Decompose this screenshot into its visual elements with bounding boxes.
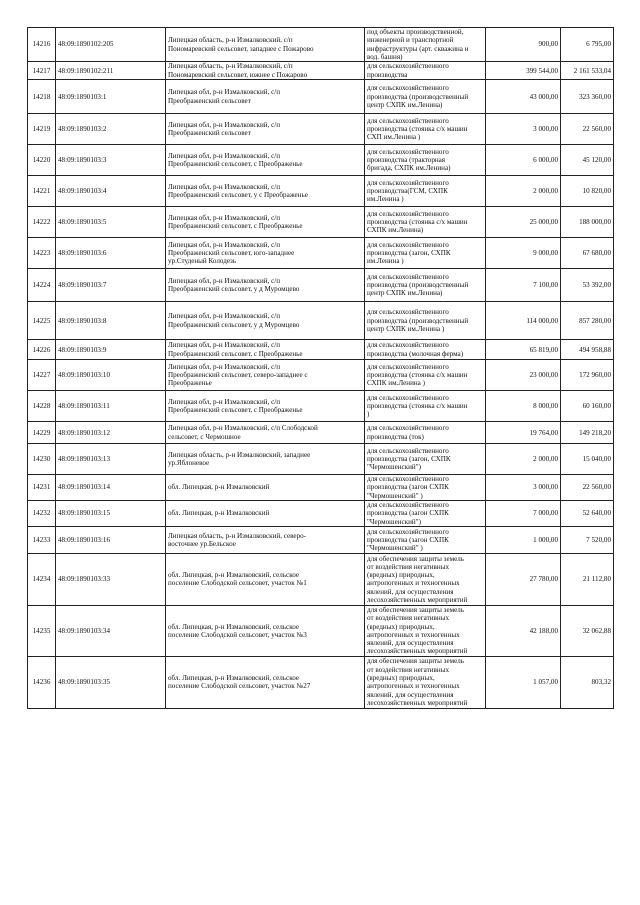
address-cell: Липецкая обл, р-н Измалковский, с/п Преображенский сельсовет, у с Преображенье: [166, 176, 365, 207]
permitted-use-cell: для сельскохозяйственного производства (загон СХПК "Чермошенский"): [365, 501, 486, 527]
cadastral-value-cell: 494 958,88: [561, 340, 614, 360]
cadastral-value-cell: 15 040,00: [561, 444, 614, 475]
area-cell: 8 000,00: [486, 391, 561, 422]
table-row: [28, 207, 614, 238]
cadastral-number-cell: 48:09:1890103:9: [56, 340, 166, 360]
address-cell: обл. Липецкая, р-н Измалковский, сельское поселение Слободской сельсовет, участок №3: [166, 605, 365, 656]
permitted-use-cell: под объекты производственной, инженерной и транспортной инфраструктуры (арт. скважина и вод. башня): [365, 28, 486, 62]
table-row: [28, 422, 614, 444]
table-row: [28, 176, 614, 207]
address-cell: Липецкая обл, р-н Измалковский, с/п Преображенский сельсовет, с Преображенье: [166, 145, 365, 176]
address-cell: Липецкая обл, р-н Измалковский, с/п Преображенский сельсовет, с Преображенье: [166, 340, 365, 360]
cadastral-value-cell: 21 112,80: [561, 553, 614, 605]
permitted-use-cell: для сельскохозяйственного производства (стоянка с/х машин СХП им.Ленина ): [365, 114, 486, 145]
cadastral-number-cell: 48:09:1890103:12: [56, 422, 166, 444]
area-cell: 25 000,00: [486, 207, 561, 238]
cadastral-number-cell: 48:09:1890103:3: [56, 145, 166, 176]
cadastral-value-cell: 323 360,00: [561, 80, 614, 114]
address-cell: обл. Липецкая, р-н Измалковский, сельское поселение Слободской сельсовет, участок №1: [166, 553, 365, 605]
cadastral-number-cell: 48:09:1890103:5: [56, 207, 166, 238]
address-cell: Липецкая область, р-н Измалковский, северо- восточнее ур.Бельское: [166, 526, 365, 553]
cadastral-value-cell: 45 120,00: [561, 145, 614, 176]
permitted-use-cell: для сельскохозяйственного производства (тракторная бригада, СХПК им.Ленина): [365, 145, 486, 176]
cadastral-value-cell: 53 392,00: [561, 269, 614, 302]
table-row: [28, 114, 614, 145]
cadastral-number-cell: 48:09:1890103:11: [56, 391, 166, 422]
area-cell: 399 544,00: [486, 62, 561, 80]
cadastral-number-cell: 48:09:1890103:14: [56, 475, 166, 501]
row-number-cell: 14230: [28, 444, 56, 475]
address-cell: Липецкая обл, р-н Измалковский, с/п Преображенский сельсовет: [166, 80, 365, 114]
row-number-cell: 14229: [28, 422, 56, 444]
address-cell: Липецкая обл, р-н Измалковский, с/п Слободской сельсовет, с Чермошное: [166, 422, 365, 444]
permitted-use-cell: для сельскохозяйственного производства (загон СХПК "Чермошенский" ): [365, 526, 486, 553]
table-row: [28, 145, 614, 176]
table-row: [28, 444, 614, 475]
permitted-use-cell: для сельскохозяйственного производства(ГСМ, СХПК им.Ленина ): [365, 176, 486, 207]
row-number-cell: 14234: [28, 553, 56, 605]
cadastral-value-cell: 10 820,00: [561, 176, 614, 207]
table-row: [28, 360, 614, 391]
permitted-use-cell: для сельскохозяйственного производства (загон СХПК "Чермошенский" ): [365, 475, 486, 501]
cadastral-number-cell: 48:09:1890103:33: [56, 553, 166, 605]
table-row: [28, 62, 614, 80]
row-number-cell: 14220: [28, 145, 56, 176]
address-cell: Липецкая область, р-н Измалковский, с/п Пономаревский сельсовет, западнее с Пожарово: [166, 28, 365, 62]
table-row: [28, 553, 614, 605]
area-cell: 23 000,00: [486, 360, 561, 391]
address-cell: Липецкая обл, р-н Измалковский, с/п Преображенский сельсовет, северо-западнее с Преображенье: [166, 360, 365, 391]
cadastral-value-cell: 67 680,00: [561, 238, 614, 269]
address-cell: Липецкая обл, р-н Измалковский, с/п Преображенский сельсовет, у д Муромцево: [166, 269, 365, 302]
area-cell: 7 000,00: [486, 501, 561, 527]
area-cell: 2 000,00: [486, 176, 561, 207]
permitted-use-cell: для сельскохозяйственного производства (производственный центр СХПК им.Ленина): [365, 269, 486, 302]
cadastral-number-cell: 48:09:1890102:205: [56, 28, 166, 62]
cadastral-value-cell: 22 560,00: [561, 114, 614, 145]
permitted-use-cell: для сельскохозяйственного производства (загон, СХПК им.Ленина ): [365, 238, 486, 269]
table-body: [28, 28, 614, 709]
cadastral-value-cell: 172 960,00: [561, 360, 614, 391]
area-cell: 114 000,00: [486, 302, 561, 340]
cadastral-value-cell: 803,32: [561, 656, 614, 708]
cadastral-number-cell: 48:09:1890102:211: [56, 62, 166, 80]
row-number-cell: 14221: [28, 176, 56, 207]
area-cell: 1 000,00: [486, 526, 561, 553]
permitted-use-cell: для сельскохозяйственного производства (стоянка с/х машин ): [365, 391, 486, 422]
permitted-use-cell: для сельскохозяйственного производства (ток): [365, 422, 486, 444]
address-cell: обл. Липецкая, р-н Измалковский: [166, 475, 365, 501]
cadastral-number-cell: 48:09:1890103:2: [56, 114, 166, 145]
cadastral-number-cell: 48:09:1890103:35: [56, 656, 166, 708]
row-number-cell: 14227: [28, 360, 56, 391]
permitted-use-cell: для обеспечения защиты земель от воздействия негативных (вредных) природных, антропогенных и техногенных явлений, для осуществления лесохозяйственных мероприятий: [365, 656, 486, 708]
cadastral-number-cell: 48:09:1890103:1: [56, 80, 166, 114]
table-row: [28, 340, 614, 360]
area-cell: 27 780,00: [486, 553, 561, 605]
row-number-cell: 14219: [28, 114, 56, 145]
table-row: [28, 80, 614, 114]
row-number-cell: 14236: [28, 656, 56, 708]
cadastral-value-cell: 149 218,20: [561, 422, 614, 444]
permitted-use-cell: для сельскохозяйственного производства (загон, СХПК "Чермошенский"): [365, 444, 486, 475]
cadastral-value-cell: 32 062,88: [561, 605, 614, 656]
row-number-cell: 14224: [28, 269, 56, 302]
cadastral-number-cell: 48:09:1890103:6: [56, 238, 166, 269]
area-cell: 42 188,00: [486, 605, 561, 656]
row-number-cell: 14223: [28, 238, 56, 269]
table-row: [28, 302, 614, 340]
permitted-use-cell: для сельскохозяйственного производства (молочная ферма): [365, 340, 486, 360]
area-cell: 3 000,00: [486, 475, 561, 501]
row-number-cell: 14216: [28, 28, 56, 62]
table-row: [28, 656, 614, 708]
area-cell: 1 057,00: [486, 656, 561, 708]
table-row: [28, 605, 614, 656]
row-number-cell: 14218: [28, 80, 56, 114]
address-cell: Липецкая обл, р-н Измалковский, с/п Преображенский сельсовет, с Преображенье: [166, 391, 365, 422]
address-cell: Липецкая область, р-н Измалковский, с/п Пономаревский сельсовет, южнее с Пожарово: [166, 62, 365, 80]
table-row: [28, 475, 614, 501]
table-row: [28, 391, 614, 422]
address-cell: Липецкая обл, р-н Измалковский, с/п Преображенский сельсовет: [166, 114, 365, 145]
cadastral-number-cell: 48:09:1890103:34: [56, 605, 166, 656]
cadastral-value-cell: 52 640,00: [561, 501, 614, 527]
permitted-use-cell: для сельскохозяйственного производства (производственный центр СХПК им.Ленина): [365, 80, 486, 114]
cadastral-number-cell: 48:09:1890103:13: [56, 444, 166, 475]
cadastral-number-cell: 48:09:1890103:16: [56, 526, 166, 553]
cadastral-value-cell: 7 520,00: [561, 526, 614, 553]
cadastral-number-cell: 48:09:1890103:8: [56, 302, 166, 340]
row-number-cell: 14231: [28, 475, 56, 501]
area-cell: 900,00: [486, 28, 561, 62]
cadastral-value-cell: 2 161 533,04: [561, 62, 614, 80]
area-cell: 19 764,00: [486, 422, 561, 444]
cadastral-value-cell: 60 160,00: [561, 391, 614, 422]
permitted-use-cell: для обеспечения защиты земель от воздействия негативных (вредных) природных, антропогенных и техногенных явлений, для осуществления лесохозяйственных мероприятий: [365, 605, 486, 656]
permitted-use-cell: для сельскохозяйственного производства (стоянка с/х машин СХПК им.Ленина ): [365, 360, 486, 391]
permitted-use-cell: для сельскохозяйственного производства: [365, 62, 486, 80]
cadastral-value-cell: 857 280,00: [561, 302, 614, 340]
register-sheet: [27, 27, 613, 709]
row-number-cell: 14226: [28, 340, 56, 360]
row-number-cell: 14232: [28, 501, 56, 527]
cadastral-number-cell: 48:09:1890103:7: [56, 269, 166, 302]
table-row: [28, 526, 614, 553]
row-number-cell: 14222: [28, 207, 56, 238]
table-row: [28, 28, 614, 62]
table-row: [28, 269, 614, 302]
area-cell: 3 000,00: [486, 114, 561, 145]
address-cell: Липецкая область, р-н Измалковский, западнее ур.Яблоневое: [166, 444, 365, 475]
row-number-cell: 14217: [28, 62, 56, 80]
permitted-use-cell: для сельскохозяйственного производства (стоянка с/х машин СХПК им.Ленина): [365, 207, 486, 238]
area-cell: 6 000,00: [486, 145, 561, 176]
table-row: [28, 238, 614, 269]
permitted-use-cell: для обеспечения защиты земель от воздействия негативных (вредных) природных, антропогенных и техногенных явлений, для осуществления лесохозяйственных мероприятий: [365, 553, 486, 605]
address-cell: Липецкая обл, р-н Измалковский, с/п Преображенский сельсовет, юго-западнее ур.Студеный Колодезь: [166, 238, 365, 269]
address-cell: обл. Липецкая, р-н Измалковский: [166, 501, 365, 527]
row-number-cell: 14235: [28, 605, 56, 656]
area-cell: 2 000,00: [486, 444, 561, 475]
row-number-cell: 14225: [28, 302, 56, 340]
cadastral-value-cell: 6 795,00: [561, 28, 614, 62]
area-cell: 9 000,00: [486, 238, 561, 269]
row-number-cell: 14233: [28, 526, 56, 553]
cadastral-number-cell: 48:09:1890103:10: [56, 360, 166, 391]
cadastral-value-cell: 188 000,00: [561, 207, 614, 238]
land-parcels-table: [27, 27, 614, 709]
cadastral-number-cell: 48:09:1890103:15: [56, 501, 166, 527]
permitted-use-cell: для сельскохозяйственного производства (производственный центр СХПК им.Ленина ): [365, 302, 486, 340]
cadastral-number-cell: 48:09:1890103:4: [56, 176, 166, 207]
address-cell: Липецкая обл, р-н Измалковский, с/п Преображенский сельсовет, с Преображенье: [166, 207, 365, 238]
table-row: [28, 501, 614, 527]
area-cell: 7 100,00: [486, 269, 561, 302]
area-cell: 65 819,00: [486, 340, 561, 360]
address-cell: обл. Липецкая, р-н Измалковский, сельское поселение Слободской сельсовет, участок №27: [166, 656, 365, 708]
row-number-cell: 14228: [28, 391, 56, 422]
area-cell: 43 000,00: [486, 80, 561, 114]
cadastral-value-cell: 22 560,00: [561, 475, 614, 501]
address-cell: Липецкая обл, р-н Измалковский, с/п Преображенский сельсовет, у д Муромцево: [166, 302, 365, 340]
